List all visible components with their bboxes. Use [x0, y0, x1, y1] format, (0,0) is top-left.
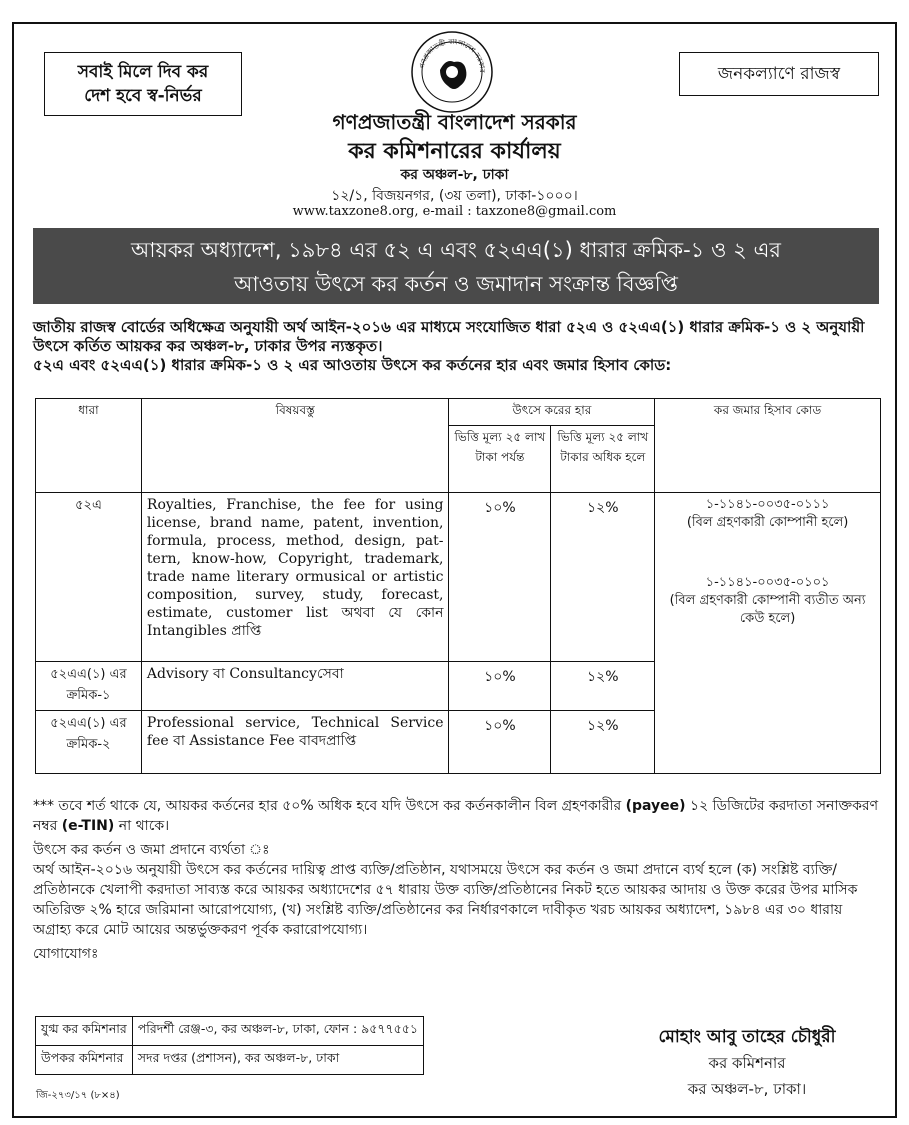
contact-heading: যোগাযোগঃ	[33, 946, 99, 962]
office-name: কর কমিশনারের কার্যালয়	[348, 139, 561, 164]
seal-text: গণপ্রজাতন্ত্রী বাংলাদেশ সরকার	[418, 37, 487, 73]
signatory-title: কর কমিশনার	[708, 1054, 786, 1072]
row-section: ৫২এ	[36, 493, 142, 662]
website-email: www.taxzone8.org, e-mail : taxzone8@gmail.com	[292, 204, 617, 219]
header-code: কর জমার হিসাব কোড	[655, 399, 881, 493]
row-subject: Advisory বা Consultancyসেবা	[141, 662, 449, 711]
contact-row	[36, 1017, 424, 1046]
header-rate-upto: ভিত্তি মূল্য ২৫ লাখ টাকা পর্যন্ত	[449, 426, 551, 493]
row-subject: Professional service, Technical Service fee বা Assistance Fee বাবদপ্রাপ্তি	[141, 711, 449, 774]
contact-table	[35, 1016, 424, 1075]
contact-row	[36, 1046, 424, 1075]
condition-etin: (e-TIN)	[61, 818, 115, 834]
header-rate-above: ভিত্তি মূল্য ২৫ লাখ টাকার অধিক হলে	[551, 426, 655, 493]
intro-section	[33, 318, 879, 375]
contact-detail: পরিদর্শী রেঞ্জ-৩, কর অঞ্চল-৮, ঢাকা, ফোন : ৯৫৭৭৫৫১	[132, 1017, 423, 1046]
header-rate: উৎসে করের হার	[449, 399, 655, 426]
account-code-2: ১-১১৪১-০০৩৫-০১০১	[705, 575, 830, 590]
condition-note	[33, 796, 879, 836]
row-rate-upto: ১০%	[449, 711, 551, 774]
notice-banner	[33, 228, 879, 304]
condition-text-a: *** তবে শর্ত থাকে যে, আয়কর কর্তনের হার ৫০% অধিক হবে যদি উৎসে কর কর্তনকালীন বিল গ্রহণকারীর	[33, 798, 622, 814]
failure-text: অর্থ আইন-২০১৬ অনুযায়ী উৎসে কর কর্তনের দায়িত্ব প্রাপ্ত ব্যক্তি/প্রতিষ্ঠান, যথাসময়ে উৎসে কর কর্তন ও জমা প্রদানে ব্যর্থ হলে (ক) সংশ্লিষ্ট ব্যক্তি/প্রতিষ্ঠানকে খেলাপী করদাতা সাব্যস্ত করে আয়কর অধ্যাদেশের ৫৭ ধারায় উক্ত ব্যক্তি/প্রতিষ্ঠানের নিকট হতে আয়কর আদায় ও উক্ত করের উপর মাসিক অতিরিক্ত ২% হারে জরিমানা আরোপযোগ্য, (খ) সংশ্লিষ্ট ব্যক্তি/প্রতিষ্ঠানের কর নির্ধারণকালে দাবীকৃত খরচ আয়কর অধ্যাদেশ, ১৯৮৪ এর ৩০ ধারায় অগ্রাহ্য করে মোট আয়ের অন্তর্ভুক্তকরণ পূর্বক করারোপযোগ্য।	[33, 862, 858, 938]
intro-paragraph-1: জাতীয় রাজস্ব বোর্ডের অধিক্ষেত্র অনুযায়ী অর্থ আইন-২০১৬ এর মাধ্যমে সংযোজিত ধারা ৫২এ ও ৫২এএ(১) ধারার ক্রমিক-১ ও ২ অনুযায়ী উৎসে কর্তিত আয়কর কর অঞ্চল-৮, ঢাকার উপর ন্যস্তকৃত।	[33, 318, 865, 355]
slogan-right-box	[679, 52, 879, 96]
tax-rate-table	[35, 398, 881, 774]
account-codes-cell	[655, 493, 881, 774]
row-rate-upto: ১০%	[449, 662, 551, 711]
signatory-zone: কর অঞ্চল-৮, ঢাকা।	[687, 1080, 807, 1098]
slogan-right-text: জনকল্যাণে রাজস্ব	[717, 64, 841, 84]
header-section: ধারা	[36, 399, 142, 493]
failure-heading: উৎসে কর কর্তন ও জমা প্রদানে ব্যর্থতা ঃ	[33, 842, 270, 858]
contact-detail: সদর দপ্তর (প্রশাসন), কর অঞ্চল-৮, ঢাকা	[132, 1046, 423, 1075]
notes-section	[33, 796, 879, 964]
account-code-2-note: (বিল গ্রহণকারী কোম্পানী ব্যতীত অন্য কেউ হলে)	[669, 593, 866, 626]
account-code-1-note: (বিল গ্রহণকারী কোম্পানী হলে)	[686, 515, 849, 530]
table-row	[36, 493, 881, 662]
condition-payee: (payee)	[625, 798, 686, 814]
slogan-left-box	[44, 52, 242, 116]
row-rate-above: ১২%	[551, 662, 655, 711]
table-header-row	[36, 399, 881, 426]
office-address: ১২/১, বিজয়নগর, (৩য় তলা), ঢাকা-১০০০।	[331, 188, 578, 204]
row-rate-above: ১২%	[551, 493, 655, 662]
condition-text-b: ১২ ডিজিটের করদাতা সনাক্তকরণ নম্বর	[33, 798, 879, 834]
government-seal-icon	[410, 30, 494, 114]
header-subject: বিষয়বস্তু	[141, 399, 449, 493]
contact-role: যুগ্ম কর কমিশনার	[36, 1017, 133, 1046]
banner-line2: আওতায় উৎসে কর কর্তন ও জমাদান সংক্রান্ত বিজ্ঞপ্তি	[234, 272, 678, 296]
contact-role: উপকর কমিশনার	[36, 1046, 133, 1075]
slogan-left-line1: সবাই মিলে দিব কর	[77, 62, 209, 82]
account-code-1: ১-১১৪১-০০৩৫-০১১১	[705, 497, 830, 512]
row-rate-above: ১২%	[551, 711, 655, 774]
government-name: গণপ্রজাতন্ত্রী বাংলাদেশ সরকার	[332, 110, 577, 134]
reference-number: জি-২৭৩/১৭ (৮×৪)	[36, 1090, 120, 1101]
intro-paragraph-2: ৫২এ এবং ৫২এএ(১) ধারার ক্রমিক-১ ও ২ এর আওতায় উৎসে কর কর্তনের হার এবং জমার হিসাব কোড:	[33, 356, 672, 374]
row-section: ৫২এএ(১) এর ক্রমিক-২	[36, 711, 142, 774]
row-rate-upto: ১০%	[449, 493, 551, 662]
slogan-left-line2: দেশ হবে স্ব-নির্ভর	[84, 86, 202, 106]
row-subject: Royalties, Franchise, the fee for using license, brand name, patent, invention, formula, process, method, design, pat-tern, know-how, Copyright, trademark, trade name literary ormusical or artistic composition, survey, study, forecast, estimate, customer list অথবা যে কোন Intangibles প্রাপ্তি	[141, 493, 449, 662]
signatory-name: মোহাং আবু তাহের চৌধুরী	[658, 1027, 836, 1047]
condition-text-c: না থাকে।	[118, 818, 170, 834]
row-section: ৫২এএ(১) এর ক্রমিক-১	[36, 662, 142, 711]
banner-line1: আয়কর অধ্যাদেশ, ১৯৮৪ এর ৫২ এ এবং ৫২এএ(১) ধারার ক্রমিক-১ ও ২ এর	[131, 238, 781, 262]
zone-name: কর অঞ্চল-৮, ঢাকা	[400, 167, 509, 183]
